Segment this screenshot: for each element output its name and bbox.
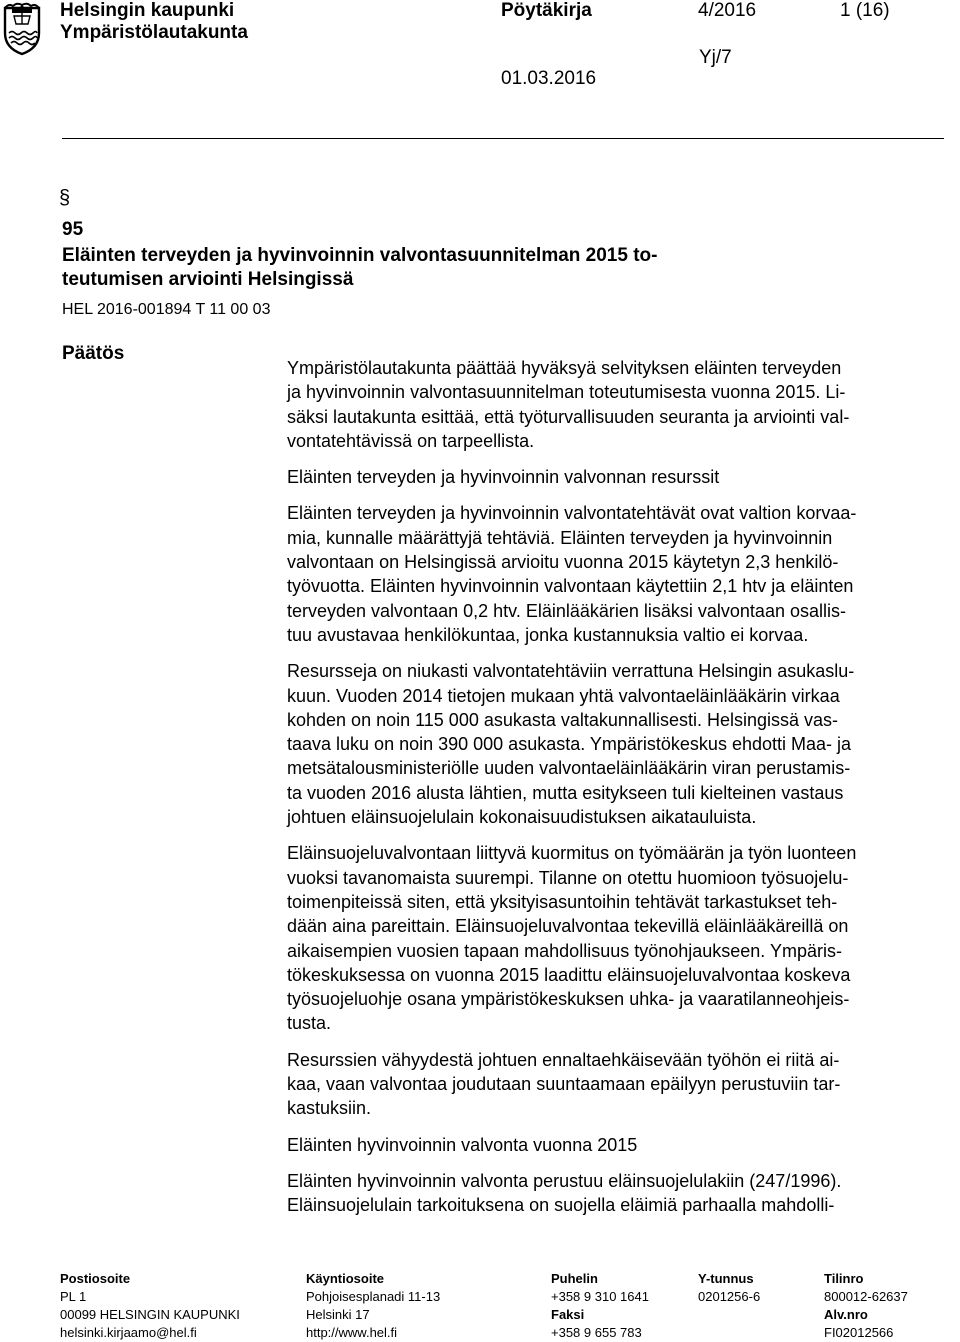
footer-text: Pohjoisesplanadi 11-13: [306, 1289, 441, 1304]
footer-text: PL 1: [60, 1289, 87, 1304]
footer-email: helsinki.kirjaamo@hel.fi: [60, 1325, 197, 1340]
text-line: ta vuoden 2016 alusta lähtien, mutta esitykseen tuli kielteinen vastaus: [287, 782, 844, 803]
text-line: johtuen eläinsuojelulain kokonaisuudistuksen aikatauluista.: [287, 807, 757, 828]
text-line: valvontaan on Helsingissä arvioitu vuonna 2015 käytetyn 2,3 henkilö-: [287, 552, 839, 573]
footer-label: Tilinro: [824, 1271, 864, 1286]
board-name: Ympäristölautakunta: [60, 22, 248, 43]
text-line: ja hyvinvoinnin valvontasuunnitelman toteutumisesta vuonna 2015. Li-: [287, 382, 846, 403]
text-line: Resursseja on niukasti valvontatehtäviin verrattuna Helsingin asukaslu-: [287, 661, 855, 682]
decision-label: Päätös: [62, 343, 125, 364]
header-divider: [62, 138, 944, 139]
text-line: työsuojeluohje osana ympäristökeskuksen uhka- ja vaaratilanneohjeis-: [287, 989, 850, 1010]
footer-text: FI02012566: [824, 1325, 894, 1340]
item-number: 95: [62, 219, 84, 240]
text-line: Eläinten terveyden ja hyvinvoinnin valvontatehtävät ovat valtion korvaa-: [287, 503, 857, 524]
text-line: kaa, vaan valvontaa joudutaan suuntaamaan epäilyyn perustuviin tar-: [287, 1074, 841, 1095]
page-indicator: 1 (16): [840, 0, 890, 21]
text-line: kuun. Vuoden 2014 tietojen mukaan yhtä valvontaeläinlääkärin virkaa: [287, 685, 840, 706]
footer-label: Y-tunnus: [698, 1271, 754, 1286]
footer-text: 0201256-6: [698, 1289, 761, 1304]
text-line: Ympäristölautakunta päättää hyväksyä selvityksen eläinten terveyden: [287, 358, 842, 378]
text-line: Eläinten hyvinvoinnin valvonta vuonna 2015: [287, 1134, 638, 1155]
text-line: Resurssien vähyydestä johtuen ennaltaehkäisevään työhön ei riitä ai-: [287, 1049, 840, 1070]
helsinki-coat-of-arms-icon: [1, 1, 43, 56]
subheading-resources: [287, 465, 957, 489]
section-code: Yj/7: [699, 47, 732, 68]
subheading-welfare-control: [287, 1133, 957, 1157]
text-line: toimenpiteissä siten, että yksityisasuntoihin tehtävät tarkastukset teh-: [287, 891, 838, 912]
footer-business-id: [698, 1270, 760, 1306]
footer-label: Käyntiosoite: [306, 1271, 385, 1286]
text-line: kohden on noin 115 000 asukasta valtakunnallisesti. Helsingissä vas-: [287, 709, 839, 730]
text-line: tusta.: [287, 1013, 332, 1034]
footer-text: 00099 HELSINGIN KAUPUNKI: [60, 1307, 240, 1322]
text-line: Eläinsuojelulain tarkoituksena on suojella eläimiä parhaalla mahdolli-: [287, 1195, 835, 1216]
text-line: taava luku on noin 390 000 asukasta. Ympäristökeskus ehdotti Maa- ja: [287, 734, 852, 755]
decision-body: [287, 356, 957, 1218]
text-line: työvuotta. Eläinten hyvinvoinnin valvontaan käytettiin 2,1 htv ja eläinten: [287, 576, 854, 597]
text-line: Eläinten terveyden ja hyvinvoinnin valvonnan resurssit: [287, 467, 720, 488]
text-line: tökeskuksessa on vuonna 2015 laadittu eläinsuojeluvalvontaa koskeva: [287, 964, 851, 985]
item-title: [62, 244, 762, 292]
document-type: Pöytäkirja: [501, 0, 592, 21]
paragraph-prevention: [287, 1048, 957, 1121]
footer-label: Alv.nro: [824, 1307, 868, 1322]
paragraph-resource-shortage: [287, 659, 957, 829]
paragraph-resources: [287, 501, 957, 647]
diary-number: HEL 2016-001894 T 11 00 03: [62, 301, 271, 318]
text-line: dään aina pareittain. Eläinsuojeluvalvontaa tekevillä eläinlääkäreillä on: [287, 916, 849, 937]
item-title-line: teutumisen arviointi Helsingissä: [62, 269, 354, 290]
text-line: vuoksi tavanomaista suurempi. Tilanne on otettu huomioon työsuojelu-: [287, 867, 849, 888]
footer-text: Helsinki 17: [306, 1307, 370, 1322]
paragraph-decision: [287, 356, 957, 453]
paragraph-legal-basis: [287, 1169, 957, 1218]
footer-label: Puhelin: [551, 1271, 598, 1286]
section-mark: §: [59, 187, 71, 209]
footer-visiting-address: [306, 1270, 440, 1342]
footer-text: 800012-62637: [824, 1289, 908, 1304]
text-line: Eläinsuojeluvalvontaan liittyvä kuormitus on työmäärän ja työn luonteen: [287, 843, 857, 864]
footer-website: http://www.hel.fi: [306, 1325, 398, 1340]
text-line: vontatehtävissä on tarpeellista.: [287, 430, 535, 451]
paragraph-workload: [287, 841, 957, 1035]
text-line: tuu avustavaa henkilökuntaa, jonka kustannuksia valtio ei korvaa.: [287, 624, 809, 645]
footer-label: Faksi: [551, 1307, 585, 1322]
footer-fax: +358 9 655 783: [551, 1325, 642, 1340]
text-line: säksi lautakunta esittää, että työturvallisuuden seuranta ja arviointi val-: [287, 406, 850, 427]
item-title-line: Eläinten terveyden ja hyvinvoinnin valvontasuunnitelman 2015 to-: [62, 245, 658, 266]
organization-name: Helsingin kaupunki: [60, 0, 235, 21]
footer-label: Postiosoite: [60, 1271, 131, 1286]
meeting-date: 01.03.2016: [501, 68, 597, 89]
text-line: aikaisempien vuosien tapaan mahdollisuus työnohjaukseen. Ympäris-: [287, 940, 842, 961]
footer-phone: +358 9 310 1641: [551, 1289, 649, 1304]
footer-contact: [551, 1270, 649, 1342]
text-line: metsätalousministeriölle uuden valvontaeläinlääkärin viran perustamis-: [287, 758, 851, 779]
text-line: Eläinten hyvinvoinnin valvonta perustuu eläinsuojelulakiin (247/1996).: [287, 1170, 842, 1191]
footer-account: [824, 1270, 908, 1342]
document-number: 4/2016: [698, 0, 757, 21]
text-line: mia, kunnalle määrättyjä tehtäviä. Eläinten terveyden ja hyvinvoinnin: [287, 527, 833, 548]
footer-postal-address: [60, 1270, 240, 1342]
text-line: kastuksiin.: [287, 1098, 372, 1119]
text-line: terveyden valvontaan 0,2 htv. Eläinlääkärien lisäksi valvontaan osallis-: [287, 600, 846, 621]
